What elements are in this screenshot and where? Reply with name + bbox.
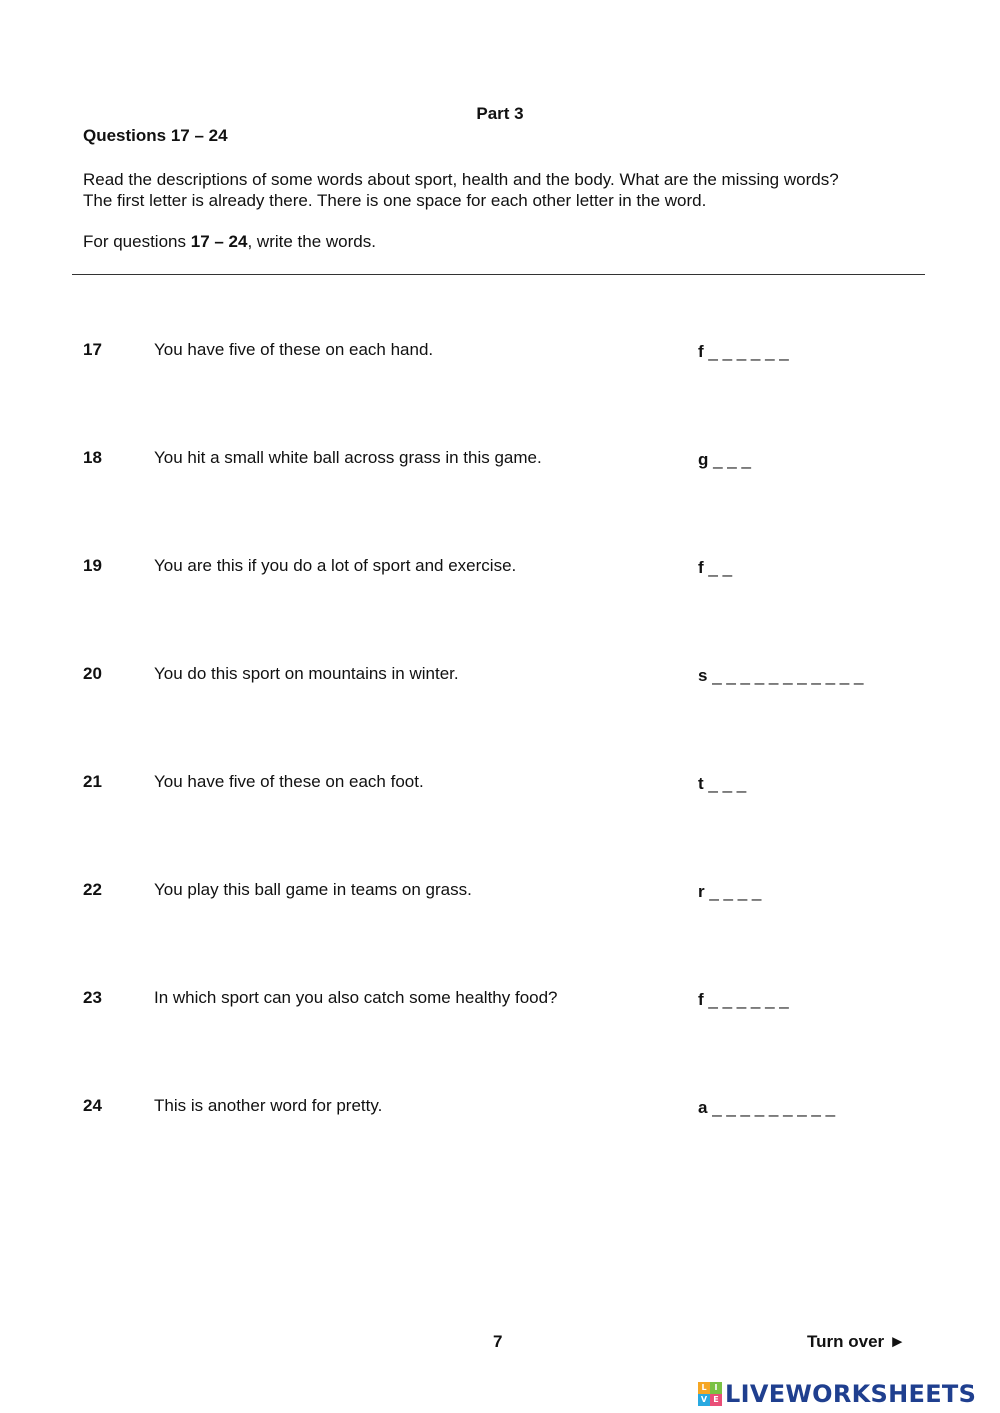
question-number: 21	[83, 772, 102, 791]
instructions-line-1: Read the descriptions of some words about sport, health and the body. What are the missing words?	[83, 170, 839, 189]
answer-field[interactable]	[698, 342, 789, 362]
question-text: You have five of these on each hand.	[154, 340, 434, 359]
question-row-19	[0, 556, 1000, 586]
question-number: 20	[83, 664, 102, 683]
instructions-line-2: The first letter is already there. There is one space for each other letter in the word.	[83, 191, 707, 210]
question-text: This is another word for pretty.	[154, 1096, 383, 1115]
answer-first-letter: r	[698, 882, 705, 901]
question-number: 24	[83, 1096, 102, 1115]
question-text: You play this ball game in teams on grass.	[154, 880, 472, 899]
answer-first-letter: f	[698, 558, 704, 577]
question-row-21	[0, 772, 1000, 802]
for-questions-suffix: , write the words.	[247, 232, 376, 251]
question-number: 18	[83, 448, 102, 467]
answer-blanks: _ _ _ _ _ _ _ _ _	[707, 1098, 836, 1117]
answer-blanks: _ _ _ _ _ _ _ _ _ _ _	[707, 666, 864, 685]
logo-icon	[698, 1382, 722, 1406]
question-row-22	[0, 880, 1000, 910]
question-row-17	[0, 340, 1000, 370]
answer-field[interactable]	[698, 1098, 835, 1118]
liveworksheets-logo[interactable]	[698, 1378, 976, 1410]
answer-blanks: _ _ _	[703, 774, 747, 793]
answer-field[interactable]	[698, 990, 789, 1010]
question-number: 22	[83, 880, 102, 899]
logo-icon-cell: E	[710, 1394, 722, 1406]
logo-icon-cell: I	[710, 1382, 722, 1394]
answer-first-letter: t	[698, 774, 704, 793]
answer-blanks: _ _	[703, 558, 733, 577]
turn-over-link[interactable]: Turn over ►	[807, 1332, 906, 1351]
instructions	[83, 169, 923, 211]
question-text: You have five of these on each foot.	[154, 772, 424, 791]
answer-field[interactable]	[698, 774, 746, 794]
answer-blanks: _ _ _	[708, 450, 751, 469]
answer-first-letter: s	[698, 666, 708, 685]
answer-first-letter: f	[698, 990, 704, 1009]
question-text: You do this sport on mountains in winter.	[154, 664, 459, 683]
answer-field[interactable]	[698, 558, 732, 578]
answer-field[interactable]	[698, 450, 751, 470]
answer-first-letter: g	[698, 450, 709, 469]
question-row-18	[0, 448, 1000, 478]
question-row-23	[0, 988, 1000, 1018]
question-number: 19	[83, 556, 102, 575]
question-number: 17	[83, 340, 102, 359]
for-questions-line	[83, 232, 376, 252]
logo-icon-cell: L	[698, 1382, 710, 1394]
question-row-20	[0, 664, 1000, 694]
answer-blanks: _ _ _ _	[704, 882, 762, 901]
answer-first-letter: f	[698, 342, 704, 361]
answer-blanks: _ _ _ _ _ _	[703, 342, 789, 361]
for-questions-range: 17 – 24	[190, 232, 248, 251]
question-row-24	[0, 1096, 1000, 1126]
question-text: You hit a small white ball across grass in this game.	[154, 448, 542, 467]
answer-blanks: _ _ _ _ _ _	[703, 990, 789, 1009]
page-title: Part 3	[476, 104, 524, 123]
divider	[72, 274, 925, 275]
answer-field[interactable]	[698, 666, 863, 686]
logo-text: LIVEWORKSHEETS	[725, 1380, 977, 1408]
question-number: 23	[83, 988, 102, 1007]
for-questions-prefix: For questions	[83, 232, 191, 251]
answer-first-letter: a	[698, 1098, 708, 1117]
page-number: 7	[493, 1332, 503, 1351]
questions-heading: Questions 17 – 24	[83, 126, 228, 145]
logo-icon-cell: V	[698, 1394, 710, 1406]
question-text: You are this if you do a lot of sport and exercise.	[154, 556, 517, 575]
answer-field[interactable]	[698, 882, 761, 902]
question-text: In which sport can you also catch some healthy food?	[154, 988, 558, 1007]
